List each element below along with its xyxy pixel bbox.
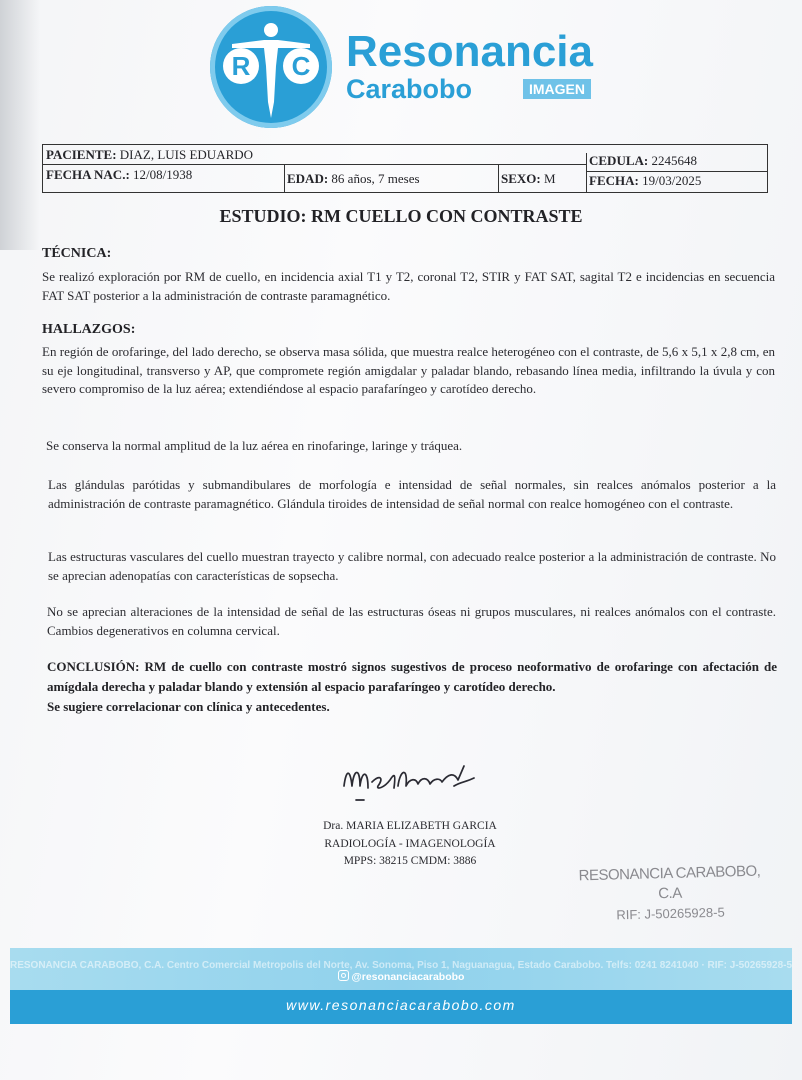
technique-text: Se realizó exploración por RM de cuello, en incidencia axial T1 y T2, coronal T2, STIR y FAT SAT, sagital T2 e incidencias en secuencia FAT SAT posterior a la administración de contraste paramagnético. <box>42 269 775 303</box>
birth-date-cell <box>43 165 192 185</box>
age-cell <box>284 169 420 189</box>
age-value: 86 años, 7 meses <box>331 171 420 186</box>
findings-heading: HALLAZGOS: <box>42 322 136 337</box>
finding-paragraph: No se aprecian alteraciones de la intensidad de señal de las estructuras óseas ni grupos musculares, ni realces anómalos con el contraste. Cambios degenerativos en columna cervical. <box>47 604 776 638</box>
footer-social-handle: @resonanciacarabobo <box>351 971 465 983</box>
patient-id-label: CEDULA: <box>589 153 649 168</box>
patient-id: 2245648 <box>651 153 697 168</box>
company-stamp <box>574 862 766 927</box>
conclusion-block <box>47 657 777 717</box>
logo-name-line1: Resonancia <box>346 27 593 76</box>
finding-paragraph: En región de orofaringe, del lado derecho, se observa masa sólida, que muestra realce heterogéneo con el contraste, de 5,6 x 5,1 x 2,8 cm, en su eje longitudinal, transverso y AP, que compromete región amigdalar y paladar blando, rebasando línea media, infiltrando la úvula y con severo compromiso de la luz aérea; extendiéndose al espacio parafaríngeo y carotídeo derecho. <box>42 344 775 396</box>
footer-address: RESONANCIA CARABOBO, C.A. Centro Comercial Metropolis del Norte, Av. Sonoma, Piso 1, Naguanagua, Estado Carabobo. Telfs: 0241 8241040 · RIF: J-50265928-5 <box>10 960 793 971</box>
study-date-cell <box>586 171 701 191</box>
clinic-logo <box>210 6 610 130</box>
logo-badge: IMAGEN <box>523 79 591 99</box>
suggestion-text: Se sugiere correlacionar con clínica y antecedentes. <box>47 699 330 714</box>
signer-name: Dra. MARIA ELIZABETH GARCIA <box>323 820 497 832</box>
logo-letter-r: R <box>223 48 259 84</box>
signer-block <box>290 818 530 871</box>
footer-bar <box>10 990 792 1024</box>
stamp-rif: RIF: J-50265928-5 <box>616 904 725 923</box>
study-date: 19/03/2025 <box>642 173 702 188</box>
sex-value: M <box>543 171 556 186</box>
sex-cell <box>498 169 556 189</box>
handwritten-signature <box>336 756 496 808</box>
birth-date-label: FECHA NAC.: <box>46 167 130 182</box>
logo-name-line2: Carabobo <box>346 74 473 104</box>
footer-website: www.resonanciacarabobo.com <box>286 997 516 1013</box>
report-title: ESTUDIO: RM CUELLO CON CONTRASTE <box>219 206 583 226</box>
signer-specialty: RADIOLOGÍA - IMAGENOLOGÍA <box>324 837 496 850</box>
footer-social <box>10 970 792 983</box>
instagram-icon <box>338 970 349 981</box>
footer-band <box>10 948 792 990</box>
conclusion-text: CONCLUSIÓN: RM de cuello con contraste mostró signos sugestivos de proceso neoformativo de orofaringe con afectación de amígdala derecha y paladar blando y extensión al espacio parafaríngeo y carotídeo derecho. <box>47 659 777 694</box>
finding-paragraph: Las estructuras vasculares del cuello muestran trayecto y calibre normal, con adecuado realce posterior a la administración de contraste. No se aprecian adenopatías con características de sopsecha. <box>48 549 776 583</box>
finding-paragraph: Las glándulas parótidas y submandibulares de morfología e intensidad de señal normales, sin realces anómalos posterior a la administración de contraste paramagnético. Glándula tiroides de intensidad de señal normal con realce homogéneo con el contraste. <box>48 477 776 511</box>
study-date-label: FECHA: <box>589 173 639 188</box>
stamp-company: RESONANCIA CARABOBO, C.A <box>578 862 761 903</box>
patient-name: DIAZ, LUIS EDUARDO <box>119 147 254 162</box>
technique-heading: TÉCNICA: <box>42 246 112 261</box>
signer-credentials: MPPS: 38215 CMDM: 3886 <box>343 855 477 867</box>
patient-name-label: PACIENTE: <box>46 147 117 162</box>
patient-name-cell <box>43 145 253 165</box>
sex-label: SEXO: <box>501 171 541 186</box>
birth-date: 12/08/1938 <box>133 167 193 182</box>
logo-letter-c: C <box>283 48 319 84</box>
age-label: EDAD: <box>287 171 329 186</box>
finding-paragraph: Se conserva la normal amplitud de la luz aérea en rinofaringe, laringe y tráquea. <box>46 438 463 453</box>
patient-id-cell <box>586 151 697 171</box>
patient-info-table <box>42 144 768 193</box>
